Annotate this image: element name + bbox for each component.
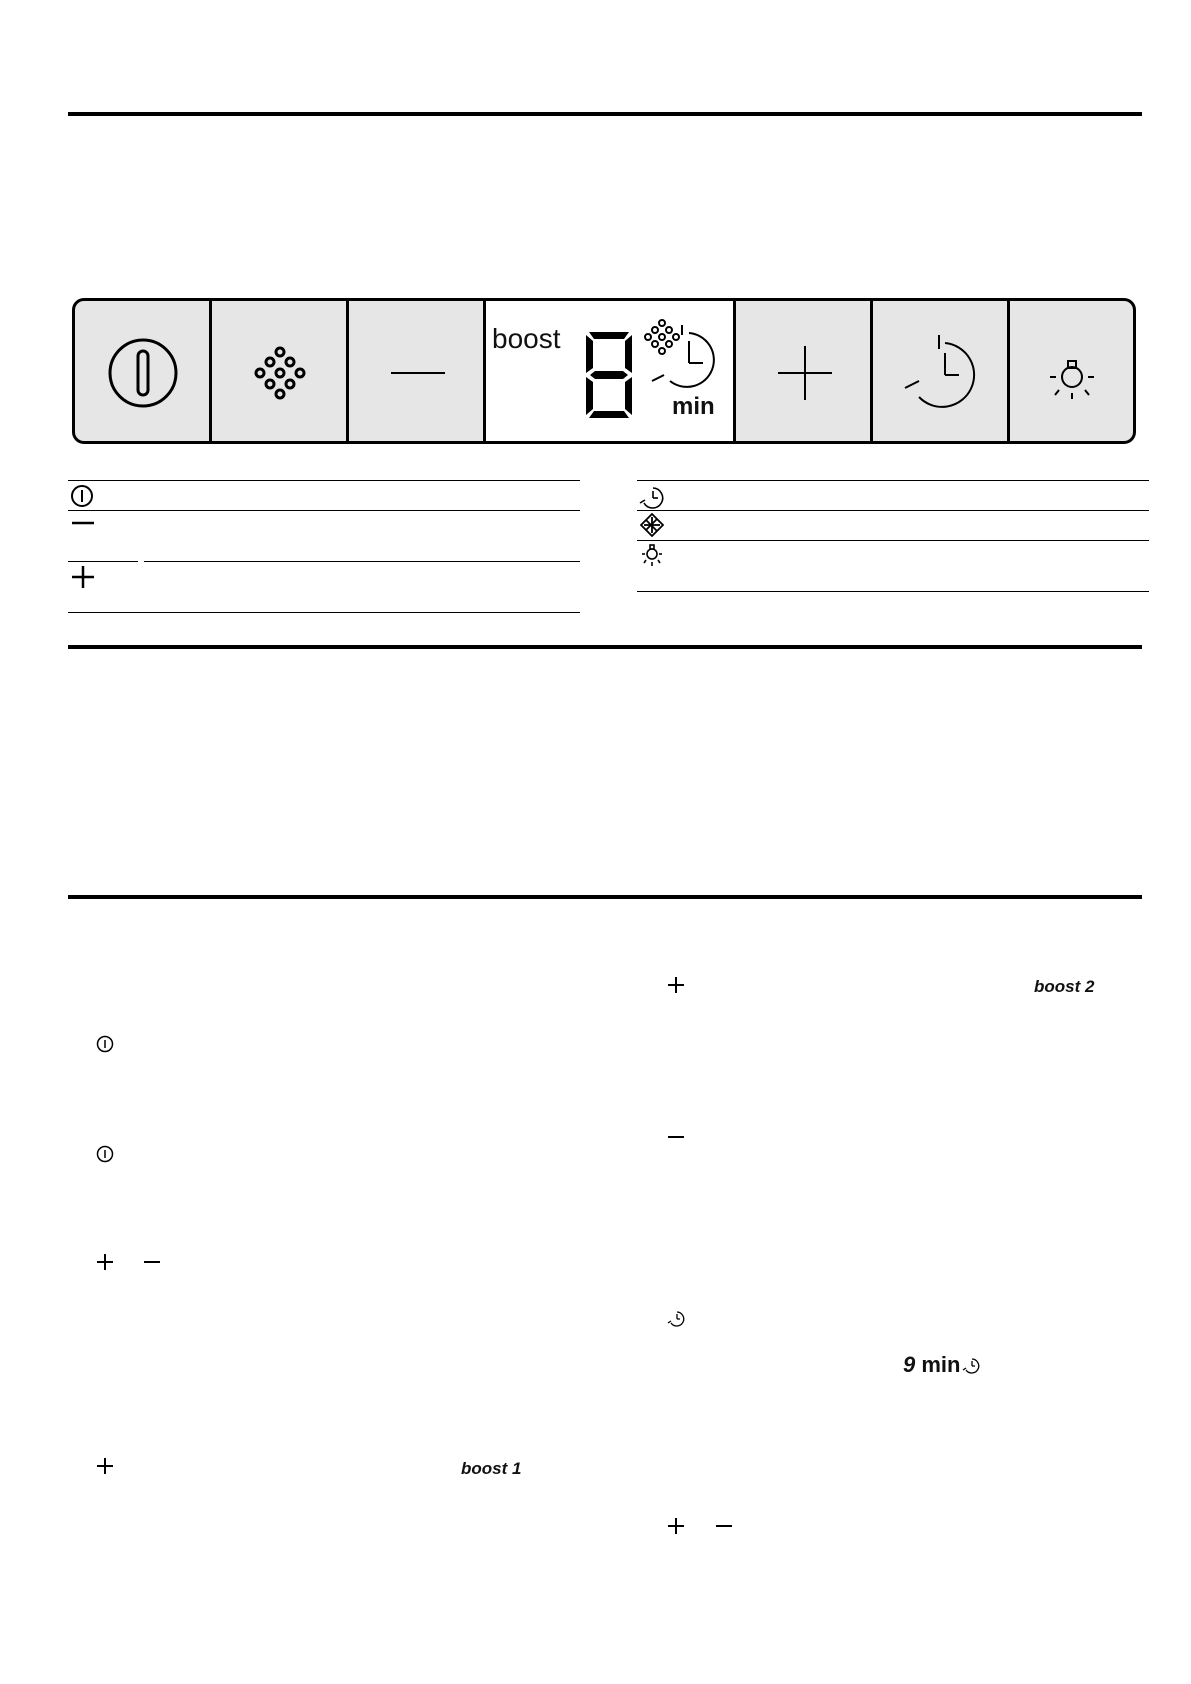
minus-icon <box>714 1516 734 1536</box>
filter-dots-icon <box>212 301 349 441</box>
control-panel <box>72 298 1136 444</box>
display-boost-label: boost <box>492 323 561 354</box>
power-icon <box>75 301 212 441</box>
timer-button[interactable] <box>873 301 1010 441</box>
plus-button[interactable] <box>736 301 873 441</box>
light-bulb-icon <box>1010 301 1136 441</box>
middle-rule <box>68 645 1142 649</box>
clock-timer-icon <box>873 301 1010 441</box>
power-icon <box>96 1145 114 1163</box>
light-button[interactable] <box>1010 301 1136 441</box>
timer-icon <box>961 1355 981 1375</box>
boost-1-indicator: boost 1 <box>461 1459 522 1478</box>
minus-button[interactable] <box>349 301 486 441</box>
minus-icon <box>666 1127 686 1147</box>
legend-plus-icon <box>70 564 96 590</box>
plus-icon <box>95 1252 115 1272</box>
power-icon <box>96 1035 114 1053</box>
section-rule <box>68 895 1142 899</box>
legend-light-icon <box>640 542 664 568</box>
plus-icon <box>666 975 686 995</box>
display-filter-icon <box>645 320 679 354</box>
legend-timer-icon <box>638 483 666 509</box>
filter-button[interactable] <box>212 301 349 441</box>
legend-power-icon <box>70 484 94 508</box>
timer-icon <box>666 1308 686 1328</box>
display-panel <box>486 301 736 441</box>
legend-minus-icon <box>70 516 96 530</box>
minus-icon <box>349 301 486 441</box>
legend-filter-icon <box>640 513 664 537</box>
power-button[interactable] <box>75 301 212 441</box>
plus-icon <box>736 301 873 441</box>
timer-readout: 9 min <box>903 1352 961 1377</box>
display-min-label: min <box>672 393 715 420</box>
plus-icon <box>95 1456 115 1476</box>
plus-icon <box>666 1516 686 1536</box>
top-rule <box>68 112 1142 116</box>
minus-icon <box>142 1252 162 1272</box>
boost-2-indicator: boost 2 <box>1034 977 1095 996</box>
